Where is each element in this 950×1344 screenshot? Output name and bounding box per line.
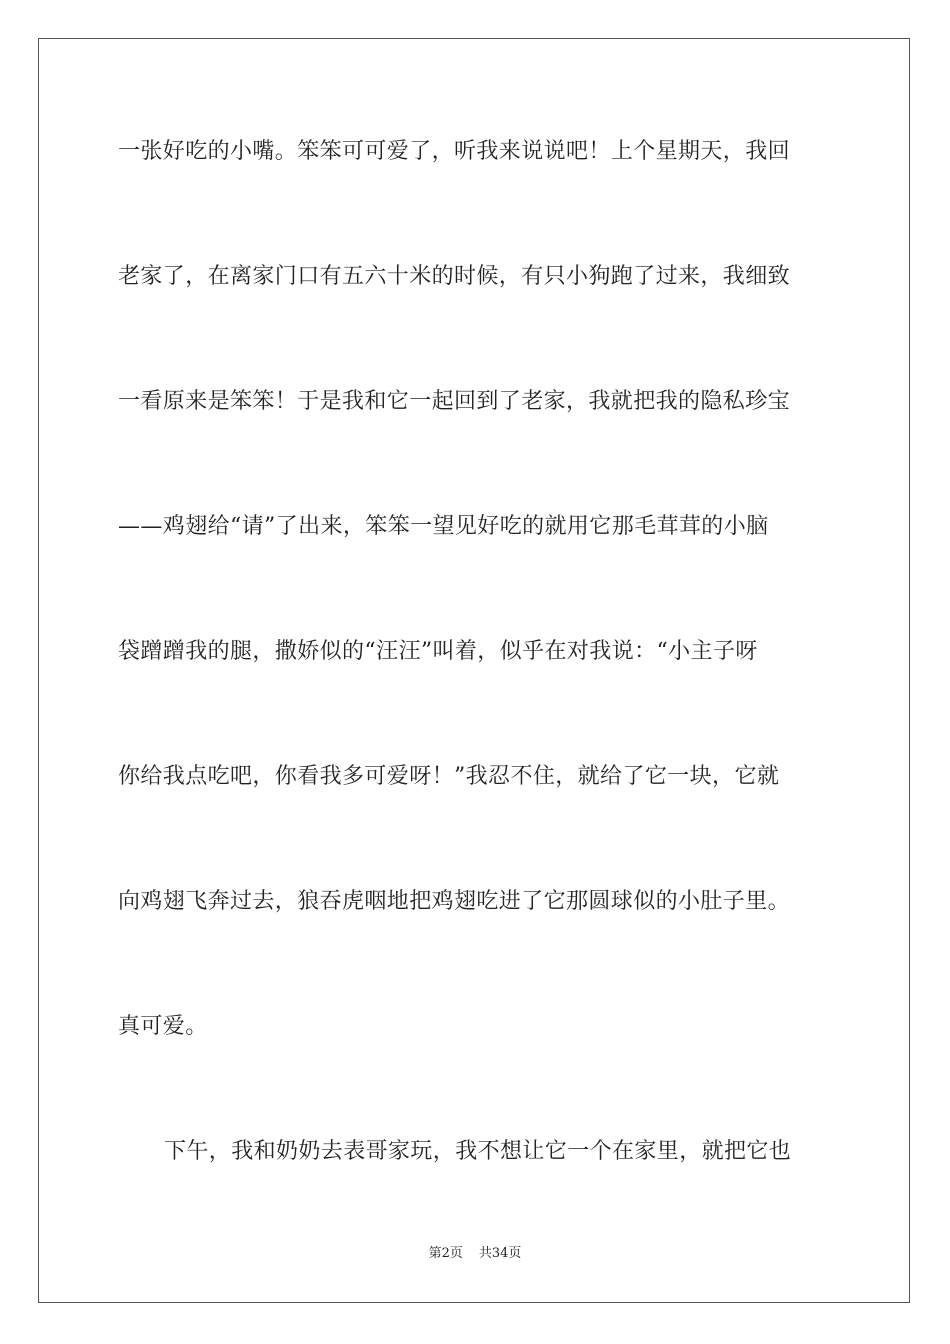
text-line: 老家了，在离家门口有五六十米的时候，有只小狗跑了过来，我细致 bbox=[118, 264, 791, 289]
text-line: 你给我点吃吧，你看我多可爱呀！”我忍不住，就给了它一块，它就 bbox=[118, 764, 780, 789]
text-line: 袋蹭蹭我的腿，撒娇似的“汪汪”叫着，似乎在对我说：“小主子呀 bbox=[118, 639, 758, 664]
text-line: 真可爱。 bbox=[118, 1014, 208, 1039]
page-border bbox=[38, 38, 910, 1303]
text-line: ——鸡翅给“请”了出来，笨笨一望见好吃的就用它那毛茸茸的小脑 bbox=[118, 514, 769, 539]
page-footer bbox=[0, 1246, 950, 1262]
paragraph-first-line: 下午，我和奶奶去表哥家玩，我不想让它一个在家里，就把它也 bbox=[164, 1139, 792, 1164]
page-number: 第2页 bbox=[428, 1246, 463, 1261]
page-total: 共34页 bbox=[478, 1246, 522, 1261]
text-line: 一张好吃的小嘴。笨笨可可爱了，听我来说说吧！上个星期天，我回 bbox=[118, 139, 791, 164]
text-line: 向鸡翅飞奔过去，狼吞虎咽地把鸡翅吃进了它那圆球似的小肚子里。 bbox=[118, 889, 791, 914]
text-line: 一看原来是笨笨！于是我和它一起回到了老家，我就把我的隐私珍宝 bbox=[118, 389, 791, 414]
